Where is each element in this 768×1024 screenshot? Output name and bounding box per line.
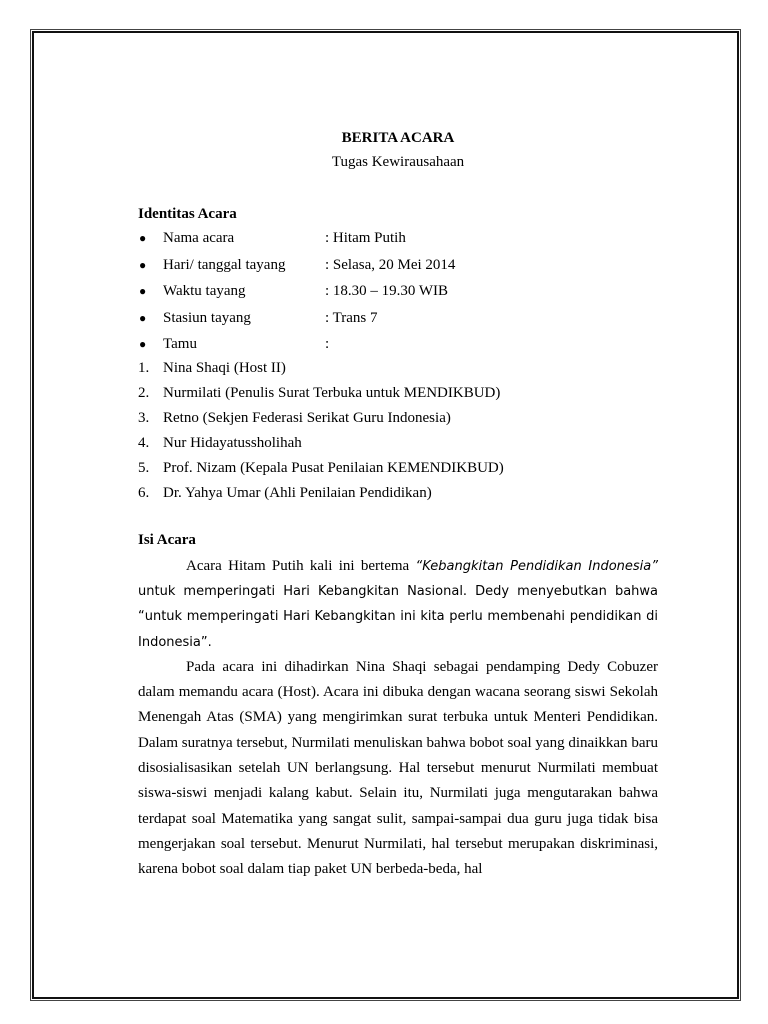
document-body [138,126,658,882]
identitas-label: Nama acara [163,230,235,246]
identitas-label: Stasiun tayang [163,309,251,326]
bullet-icon: ● [139,231,147,245]
guest-number: 2. [138,384,150,401]
document-subtitle: Tugas Kewirausahaan [331,154,465,170]
bullet-icon: ● [139,310,147,325]
guest-number: 5. [138,460,150,477]
guest-number: 4. [138,435,150,452]
guest-number: 3. [138,409,150,426]
identitas-item-waktu-tayang [138,278,658,305]
bullet-icon: ● [139,337,147,351]
isi-paragraph-1-rest: untuk memperingati Hari Kebangkitan Nasional. Dedy menyebutkan bahwa “untuk memperingati Hari Kebangkitan ini kita perlu membenahi pendidikan di Indonesia”. [138,583,658,650]
identitas-item-hari-tanggal [138,252,658,279]
identitas-label: Tamu [163,336,197,352]
bullet-icon: ● [139,257,147,272]
bullet-icon: ● [139,284,147,298]
identitas-value: : 18.30 – 19.30 WIB [325,283,449,299]
identitas-label: Waktu tayang [163,283,246,299]
isi-paragraph-1 [138,554,658,655]
identitas-value: : Trans 7 [325,309,378,326]
guest-text: Retno (Sekjen Federasi Serikat Guru Indonesia) [163,409,451,426]
guest-item [138,381,658,406]
identitas-value: : Selasa, 20 Mei 2014 [325,256,456,273]
isi-theme: “Kebangkitan Pendidikan Indonesia” [415,558,658,574]
guest-text: Nina Shaqi (Host II) [163,359,286,376]
identitas-value: : Hitam Putih [325,230,406,246]
identitas-value: : [325,336,330,352]
identitas-item-stasiun-tayang [138,305,658,332]
isi-heading: Isi Acara [138,531,196,548]
guest-number: 1. [138,359,150,376]
guest-text: Prof. Nizam (Kepala Pusat Penilaian KEMENDIKBUD) [163,460,504,477]
guest-text: Nurmilati (Penulis Surat Terbuka untuk MENDIKBUD) [163,384,501,401]
guest-item [138,356,658,381]
identitas-heading: Identitas Acara [138,206,237,222]
identitas-list [138,225,658,358]
guest-text: Nur Hidayatussholihah [163,435,302,452]
guest-item [138,431,658,456]
identitas-item-nama-acara [138,225,658,252]
guest-item [138,406,658,431]
isi-paragraph-2: Pada acara ini dihadirkan Nina Shaqi sebagai pendamping Dedy Cobuzer dalam memandu acara (Host). Acara ini dibuka dengan wacana seorang siswi Sekolah Menengah Atas (SMA) yang mengirimkan surat terbuka untuk Menteri Pendidikan. Dalam suratnya tersebut, Nurmilati menuliskan bahwa bobot soal yang dinaikkan baru disosialisasikan setelah UN berlangsung. Hal tersebut menurut Nurmilati membuat siswa-siswi menjadi kalang kabut. Selain itu, Nurmilati juga mengutarakan bahwa terdapat soal Matematika yang sangat sulit, sampai-sampai dua guru juga tidak bisa mengerjakan soal tersebut. Menurut Nurmilati, hal tersebut merupakan diskriminasi, karena bobot soal dalam tiap paket UN berbeda-beda, hal [138,658,658,878]
isi-paragraph-1-intro: Acara Hitam Putih kali ini bertema [186,557,416,574]
guest-item [138,481,658,506]
identitas-label: Hari/ tanggal tayang [163,256,286,273]
guest-text: Dr. Yahya Umar (Ahli Penilaian Pendidikan) [163,485,432,502]
guest-list [138,356,658,507]
identitas-item-tamu [138,331,658,358]
guest-item [138,456,658,481]
document-title: BERITA ACARA [341,130,455,146]
guest-number: 6. [138,485,150,502]
